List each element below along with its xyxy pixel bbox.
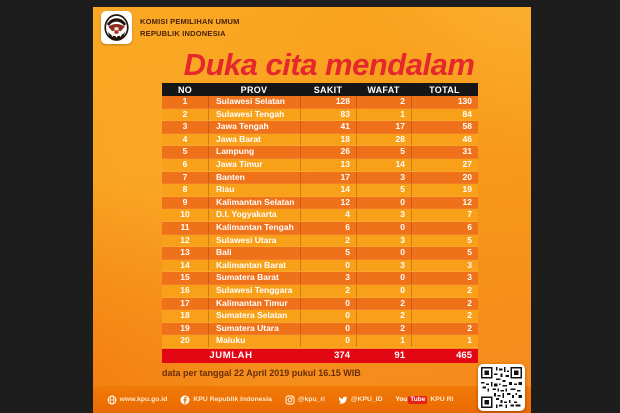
table-row	[162, 272, 478, 285]
table-row	[162, 184, 478, 197]
youtube-icon	[395, 396, 427, 404]
cell-total: 2	[411, 298, 478, 310]
cell-sakit: 2	[300, 285, 356, 297]
cell-total: 5	[411, 235, 478, 247]
social-item-twitter	[338, 395, 383, 405]
cell-wafat: 3	[356, 172, 411, 184]
col-header-total: TOTAL	[429, 84, 460, 95]
table-header	[162, 83, 478, 96]
qr-code	[478, 364, 525, 411]
org-name-line2: REPUBLIK INDONESIA	[140, 28, 226, 38]
cell-total: 20	[411, 172, 478, 184]
cell-no: 1	[182, 96, 188, 106]
cell-total: 3	[411, 272, 478, 284]
col-header-wafat: WAFAT	[367, 84, 400, 95]
brand-header	[101, 11, 240, 44]
youtube-wordmark-you: You	[395, 396, 408, 403]
table-row	[162, 209, 478, 222]
cell-sakit: 18	[300, 134, 356, 146]
cell-total: 27	[411, 159, 478, 171]
instagram-icon	[285, 395, 295, 405]
table-row	[162, 197, 478, 210]
table-row	[162, 335, 478, 348]
cell-sakit: 0	[300, 310, 356, 322]
facebook-label: KPU Republik Indonesia	[193, 396, 272, 403]
table-body	[162, 96, 478, 348]
cell-no: 17	[180, 297, 190, 308]
total-total: 465	[456, 350, 472, 362]
table-row	[162, 121, 478, 134]
cell-sakit: 13	[300, 159, 356, 171]
table-row	[162, 172, 478, 185]
social-item-facebook	[180, 395, 272, 405]
social-item-instagram	[285, 395, 325, 405]
table-row	[162, 298, 478, 311]
cell-sakit: 17	[300, 172, 356, 184]
cell-sakit: 6	[300, 222, 356, 234]
cell-wafat: 14	[356, 159, 411, 171]
cell-wafat: 2	[356, 298, 411, 310]
page-title: Duka cita mendalam	[183, 47, 475, 82]
cell-prov: Kalimantan Selatan	[208, 197, 300, 209]
cell-no: 10	[180, 209, 190, 220]
cell-total: 1	[411, 335, 478, 347]
cell-wafat: 0	[356, 197, 411, 209]
cell-sakit: 128	[300, 96, 356, 108]
table-row	[162, 260, 478, 273]
cell-wafat: 1	[356, 335, 411, 347]
col-header-prov: PROV	[240, 84, 268, 95]
col-header-no: NO	[177, 84, 193, 95]
cell-prov: Jawa Tengah	[208, 121, 300, 133]
facebook-icon	[180, 395, 190, 405]
kpu-emblem-icon	[104, 14, 129, 41]
cell-prov: Sulawesi Tenggara	[208, 285, 300, 297]
cell-wafat: 2	[356, 96, 411, 108]
cell-wafat: 0	[356, 247, 411, 259]
table-row	[162, 235, 478, 248]
cell-no: 12	[180, 234, 190, 245]
org-name	[140, 16, 240, 39]
cell-total: 7	[411, 209, 478, 221]
cell-no: 5	[182, 146, 188, 157]
cell-sakit: 0	[300, 323, 356, 335]
total-wafat: 91	[394, 350, 405, 362]
cell-no: 6	[182, 158, 188, 169]
data-table	[162, 83, 478, 363]
cell-prov: Sumatera Selatan	[208, 310, 300, 322]
total-label: JUMLAH	[209, 350, 253, 362]
kpu-logo	[101, 11, 132, 44]
cell-total: 12	[411, 197, 478, 209]
cell-total: 6	[411, 222, 478, 234]
cell-wafat: 28	[356, 134, 411, 146]
cell-no: 9	[182, 196, 188, 207]
cell-prov: Sulawesi Tengah	[208, 109, 300, 121]
cell-sakit: 5	[300, 247, 356, 259]
cell-prov: Sumatera Barat	[208, 272, 300, 284]
table-row	[162, 323, 478, 336]
table-row	[162, 285, 478, 298]
cell-prov: D.I. Yogyakarta	[208, 209, 300, 221]
cell-prov: Kalimantan Tengah	[208, 222, 300, 234]
cell-prov: Maluku	[208, 335, 300, 347]
qr-pattern-icon	[481, 367, 522, 408]
cell-no: 7	[182, 171, 188, 182]
cell-wafat: 2	[356, 310, 411, 322]
cell-total: 58	[411, 121, 478, 133]
cell-wafat: 0	[356, 272, 411, 284]
table-row	[162, 109, 478, 122]
cell-prov: Kalimantan Barat	[208, 260, 300, 272]
cell-no: 15	[180, 272, 190, 283]
cell-prov: Jawa Barat	[208, 134, 300, 146]
cell-sakit: 2	[300, 235, 356, 247]
social-item-youtube	[395, 396, 453, 404]
cell-wafat: 1	[356, 109, 411, 121]
cell-no: 19	[180, 322, 190, 333]
org-name-line1: KOMISI PEMILIHAN UMUM	[140, 17, 240, 27]
cell-sakit: 0	[300, 260, 356, 272]
cell-total: 19	[411, 184, 478, 196]
table-row	[162, 146, 478, 159]
cell-total: 2	[411, 310, 478, 322]
cell-no: 11	[180, 221, 190, 232]
cell-prov: Jawa Timur	[208, 159, 300, 171]
cell-prov: Riau	[208, 184, 300, 196]
website-label: www.kpu.go.id	[119, 396, 168, 403]
cell-total: 3	[411, 260, 478, 272]
cell-sakit: 26	[300, 146, 356, 158]
cell-wafat: 3	[356, 260, 411, 272]
cell-no: 16	[180, 284, 190, 295]
twitter-label: @KPU_ID	[350, 396, 383, 403]
cell-no: 14	[180, 259, 190, 270]
cell-total: 84	[411, 109, 478, 121]
cell-prov: Kalimantan Timur	[208, 298, 300, 310]
youtube-wordmark-tube: Tube	[410, 395, 426, 403]
cell-sakit: 14	[300, 184, 356, 196]
table-row	[162, 134, 478, 147]
cell-prov: Banten	[208, 172, 300, 184]
cell-wafat: 5	[356, 146, 411, 158]
cell-no: 4	[182, 133, 188, 144]
cell-wafat: 3	[356, 235, 411, 247]
cell-sakit: 3	[300, 272, 356, 284]
cell-sakit: 0	[300, 298, 356, 310]
cell-prov: Sulawesi Selatan	[208, 96, 300, 108]
cell-no: 18	[180, 310, 190, 321]
cell-sakit: 0	[300, 335, 356, 347]
table-row	[162, 247, 478, 260]
infographic	[93, 7, 531, 413]
data-timestamp-note: data per tanggal 22 April 2019 pukul 16.15 WIB	[162, 368, 361, 378]
cell-total: 130	[411, 96, 478, 108]
cell-wafat: 0	[356, 285, 411, 297]
cell-total: 5	[411, 247, 478, 259]
cell-prov: Lampung	[208, 146, 300, 158]
cell-no: 3	[182, 121, 188, 132]
cell-wafat: 3	[356, 209, 411, 221]
youtube-label: KPU RI	[430, 396, 454, 403]
cell-prov: Sumatera Utara	[208, 323, 300, 335]
cell-no: 13	[180, 247, 190, 258]
cell-wafat: 0	[356, 222, 411, 234]
social-bar	[93, 386, 531, 413]
col-header-sakit: SAKIT	[313, 84, 343, 95]
twitter-icon	[338, 395, 348, 405]
cell-sakit: 12	[300, 197, 356, 209]
cell-sakit: 4	[300, 209, 356, 221]
cell-total: 2	[411, 323, 478, 335]
social-item-website	[107, 395, 168, 405]
cell-no: 2	[182, 108, 188, 119]
cell-prov: Bali	[208, 247, 300, 259]
cell-wafat: 2	[356, 323, 411, 335]
table-total-row	[162, 349, 478, 363]
cell-total: 46	[411, 134, 478, 146]
cell-no: 8	[182, 184, 188, 195]
cell-wafat: 5	[356, 184, 411, 196]
instagram-label: @kpu_ri	[297, 396, 325, 403]
cell-sakit: 83	[300, 109, 356, 121]
cell-total: 31	[411, 146, 478, 158]
cell-sakit: 41	[300, 121, 356, 133]
table-row	[162, 159, 478, 172]
globe-icon	[107, 395, 117, 405]
table-row	[162, 222, 478, 235]
cell-wafat: 17	[356, 121, 411, 133]
cell-total: 2	[411, 285, 478, 297]
cell-no: 20	[180, 335, 190, 346]
total-sakit: 374	[334, 350, 350, 362]
table-row	[162, 96, 478, 109]
table-row	[162, 310, 478, 323]
cell-prov: Sulawesi Utara	[208, 235, 300, 247]
